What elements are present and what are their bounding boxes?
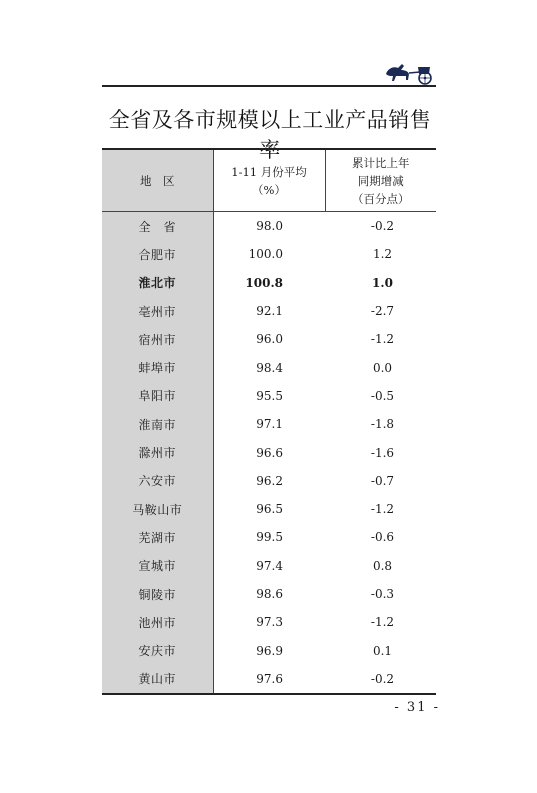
change-cell: 1.2 xyxy=(372,247,393,262)
average-cell: 100.8 xyxy=(245,275,283,290)
region-cell: 滁州市 xyxy=(102,438,213,466)
change-cell: 0.8 xyxy=(372,558,393,573)
table-row xyxy=(102,636,436,664)
header-average-line1: 1-11 月份平均 xyxy=(231,164,307,179)
table-row xyxy=(102,495,436,523)
change-cell: -2.7 xyxy=(370,304,395,319)
table-row xyxy=(102,297,436,325)
region-cell: 宿州市 xyxy=(102,325,213,353)
region-cell: 合肥市 xyxy=(102,240,213,268)
change-cell: -1.8 xyxy=(370,417,395,432)
table-row xyxy=(102,438,436,466)
table-row xyxy=(102,212,436,241)
average-cell: 96.6 xyxy=(256,445,283,460)
average-cell: 92.1 xyxy=(256,304,283,319)
table-row xyxy=(102,410,436,438)
region-cell: 阜阳市 xyxy=(102,382,213,410)
average-cell: 96.2 xyxy=(256,473,283,488)
table-row xyxy=(102,552,436,580)
table-row-highlighted xyxy=(102,269,436,297)
region-cell: 亳州市 xyxy=(102,297,213,325)
change-cell: -0.5 xyxy=(370,388,395,403)
change-cell: -1.2 xyxy=(370,615,395,630)
average-cell: 97.6 xyxy=(256,671,283,686)
average-cell: 95.5 xyxy=(256,388,283,403)
table-row xyxy=(102,665,436,694)
header-average xyxy=(213,149,325,212)
change-cell: -0.2 xyxy=(370,671,395,686)
header-change-line3: （百分点） xyxy=(352,191,410,206)
table-row xyxy=(102,240,436,268)
header-change xyxy=(325,149,436,212)
region-cell: 黄山市 xyxy=(102,665,213,694)
region-cell: 马鞍山市 xyxy=(102,495,213,523)
region-cell: 安庆市 xyxy=(102,636,213,664)
change-cell: -1.2 xyxy=(370,332,395,347)
change-cell: -0.3 xyxy=(370,587,395,601)
table-header-row xyxy=(102,149,436,212)
average-cell: 99.5 xyxy=(256,530,283,545)
average-cell: 98.4 xyxy=(256,360,283,375)
page-number: - 31 - xyxy=(394,700,440,715)
change-cell: 0.1 xyxy=(372,643,393,658)
region-cell: 宣城市 xyxy=(102,552,213,580)
table-row xyxy=(102,467,436,495)
change-cell: -1.2 xyxy=(370,502,395,517)
region-cell: 芜湖市 xyxy=(102,523,213,551)
change-cell: 1.0 xyxy=(372,275,393,290)
average-cell: 100.0 xyxy=(248,247,283,262)
change-cell: -0.2 xyxy=(370,219,395,234)
header-change-line1: 累计比上年 xyxy=(352,155,410,170)
average-cell: 96.0 xyxy=(256,332,283,347)
average-cell: 97.1 xyxy=(256,417,283,432)
sales-rate-table xyxy=(102,148,436,695)
header-change-line2: 同期增减 xyxy=(357,173,404,188)
page-title: 全省及各市规模以上工业产品销售率 xyxy=(108,108,432,162)
average-cell: 98.0 xyxy=(256,219,283,234)
average-cell: 98.6 xyxy=(256,587,283,601)
average-cell: 96.5 xyxy=(256,502,283,517)
region-cell: 全 省 xyxy=(102,212,213,241)
table-row xyxy=(102,580,436,608)
region-cell: 淮南市 xyxy=(102,410,213,438)
table-row xyxy=(102,353,436,381)
average-cell: 97.4 xyxy=(256,558,283,573)
table-row xyxy=(102,608,436,636)
region-cell: 蚌埠市 xyxy=(102,353,213,381)
region-cell: 淮北市 xyxy=(102,269,213,297)
header-region: 地 区 xyxy=(102,149,213,212)
region-cell: 池州市 xyxy=(102,608,213,636)
table-row xyxy=(102,382,436,410)
region-cell: 六安市 xyxy=(102,467,213,495)
change-cell: 0.0 xyxy=(372,360,393,375)
average-cell: 96.9 xyxy=(256,643,283,658)
table-row xyxy=(102,325,436,353)
change-cell: -1.6 xyxy=(370,445,395,460)
header-average-line2: （%） xyxy=(252,182,286,197)
change-cell: -0.6 xyxy=(370,530,395,545)
horse-carriage-icon xyxy=(382,58,438,86)
region-cell: 铜陵市 xyxy=(102,580,213,608)
change-cell: -0.7 xyxy=(370,473,395,488)
average-cell: 97.3 xyxy=(256,615,283,630)
table-row xyxy=(102,523,436,551)
